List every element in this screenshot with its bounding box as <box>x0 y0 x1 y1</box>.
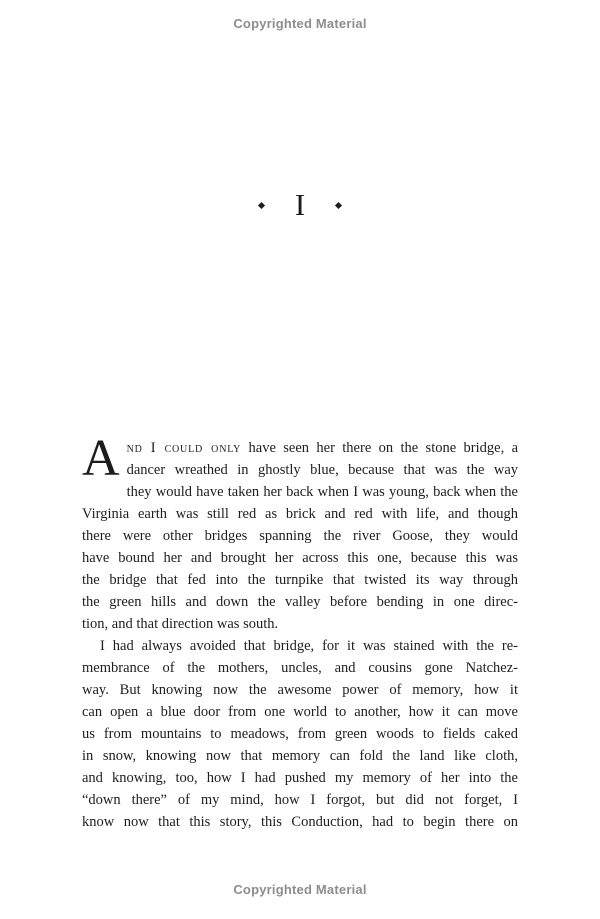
opening-small-caps: nd I could only <box>126 440 242 456</box>
paragraph-1 <box>82 430 519 635</box>
text-line: dancer wreathed in ghostly blue, because that was the way <box>126 462 518 478</box>
diamond-ornament-icon <box>335 201 342 208</box>
text-line: the bridge that fed into the turnpike that twisted its way through <box>82 572 518 588</box>
body-text-block <box>82 430 519 833</box>
text-line: there were other bridges spanning the river Goose, they would <box>82 528 518 544</box>
text-line: us from mountains to meadows, from green woods to fields caked <box>82 726 518 742</box>
text-line: tion, and that direction was south. <box>82 616 279 632</box>
chapter-numeral: I <box>294 187 306 222</box>
text-line: membrance of the mothers, uncles, and cousins gone Natchez- <box>82 660 518 676</box>
copyright-banner-top: Copyrighted Material <box>233 16 367 31</box>
text-line <box>82 437 518 459</box>
text-line: the green hills and down the valley before bending in one direc- <box>82 594 518 610</box>
text-line: have bound her and brought her across this one, because this was <box>82 550 518 566</box>
diamond-ornament-icon <box>258 201 265 208</box>
text-line: “down there” of my mind, how I forgot, but did not forget, I <box>82 792 518 808</box>
copyright-banner-bottom: Copyrighted Material <box>233 882 367 897</box>
text-line: Virginia earth was still red as brick and red with life, and though <box>82 506 518 522</box>
chapter-heading <box>0 188 600 222</box>
text-line: way. But knowing now the awesome power of memory, how it <box>82 682 518 698</box>
drop-cap: A <box>82 430 120 487</box>
text-line: in snow, knowing now that memory can fold the land like cloth, <box>82 748 518 764</box>
text-line: I had always avoided that bridge, for it was stained with the re- <box>100 638 518 654</box>
text-line: they would have taken her back when I was young, back when the <box>126 484 518 500</box>
text-line: and knowing, too, how I had pushed my memory of her into the <box>82 770 518 786</box>
text-segment: have seen her there on the stone bridge, a <box>248 440 519 456</box>
text-line: can open a blue door from one world to another, how it can move <box>82 704 518 720</box>
text-line: know now that this story, this Conduction, had to begin there on <box>82 814 518 830</box>
paragraph-2 <box>82 635 518 833</box>
